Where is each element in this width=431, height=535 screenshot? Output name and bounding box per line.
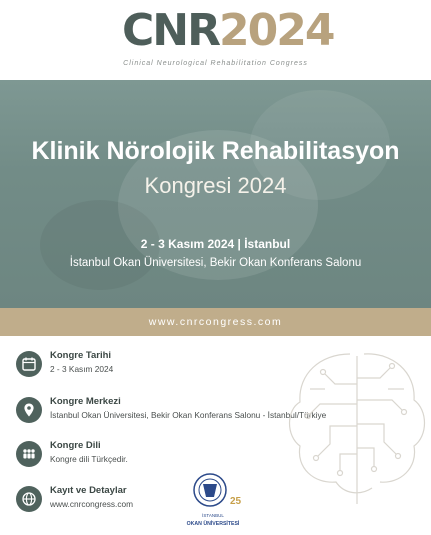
info-title: Kongre Tarihi bbox=[50, 350, 112, 361]
logo-wordmark bbox=[122, 6, 333, 56]
globe-icon bbox=[16, 486, 42, 512]
hero-subtitle: Kongresi 2024 bbox=[144, 173, 287, 198]
info-text: 2 - 3 Kasım 2024 bbox=[50, 364, 114, 374]
calendar-icon bbox=[16, 351, 42, 377]
info-title: Kongre Merkezi bbox=[50, 396, 121, 407]
hero-banner bbox=[0, 80, 431, 308]
hero-venue: İstanbul Okan Üniversitesi, Bekir Okan Konferans Salonu bbox=[69, 257, 362, 269]
info-text: İstanbul Okan Üniversitesi, Bekir Okan Konferans Salonu - İstanbul/Türkiye bbox=[50, 410, 327, 420]
hero-title: Klinik Nörolojik Rehabilitasyon bbox=[31, 137, 400, 165]
website-text[interactable]: www.cnrcongress.com bbox=[50, 499, 133, 509]
cnr-logo bbox=[0, 6, 431, 72]
svg-text:25: 25 bbox=[230, 496, 242, 507]
okan-university-logo bbox=[186, 470, 240, 530]
url-strip bbox=[0, 308, 431, 336]
people-icon bbox=[16, 441, 42, 467]
logo-year: 2024 bbox=[219, 5, 334, 56]
svg-text:İSTANBUL: İSTANBUL bbox=[202, 513, 224, 518]
logo-subtitle: Clinical Neurological Rehabilitation Congress bbox=[123, 60, 308, 67]
website-link[interactable]: www.cnrcongress.com bbox=[148, 316, 283, 328]
hero-date: 2 - 3 Kasım 2024 | İstanbul bbox=[140, 237, 291, 251]
svg-text:OKAN ÜNİVERSİTESİ: OKAN ÜNİVERSİTESİ bbox=[186, 521, 240, 527]
info-text: Kongre dili Türkçedir. bbox=[50, 454, 128, 464]
info-title: Kayıt ve Detaylar bbox=[50, 485, 127, 496]
info-title: Kongre Dili bbox=[50, 440, 101, 451]
location-pin-icon bbox=[16, 397, 42, 423]
logo-cnr: CNR bbox=[122, 5, 219, 56]
brain-circuit-icon bbox=[280, 344, 430, 514]
